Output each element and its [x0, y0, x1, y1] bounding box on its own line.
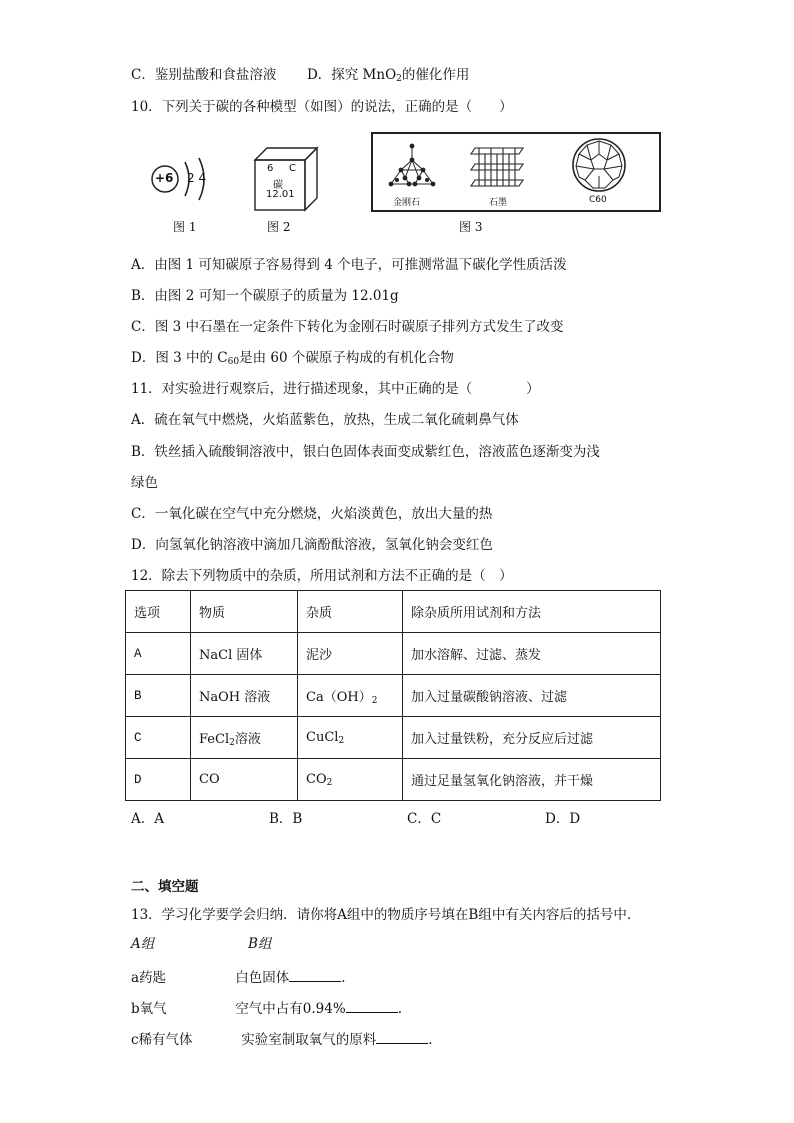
- fig2-atomic-number: 6: [267, 163, 274, 174]
- q11-stem: 11．对实验进行观察后，进行描述现象，其中正确的是（ ）: [131, 381, 540, 397]
- graphite-structure-icon: [469, 140, 529, 192]
- table-header-row: [126, 591, 661, 633]
- diamond-structure-icon: [383, 140, 441, 194]
- table-header-cell: 选项: [126, 591, 191, 633]
- fig3-label-diamond: 金刚石: [393, 198, 421, 208]
- fig2-atomic-mass: 12.01: [266, 189, 295, 200]
- q10-option-a: A．由图 1 可知碳原子容易得到 4 个电子，可推测常温下碳化学性质活泼: [131, 257, 567, 273]
- table-row: [126, 759, 661, 801]
- impurity-cell: $CO_2$: [298, 759, 403, 801]
- q10-option-b: B．由图 2 可知一个碳原子的质量为 12.01g: [131, 288, 399, 304]
- q10-option-d: D．图 3 中的 $C_{60}$是由 60 个碳原子构成的有机化合物: [131, 350, 454, 367]
- impurity-cell: CuCl$_2$: [298, 717, 403, 759]
- q9-option-c: C．鉴别盐酸和食盐溶液: [131, 67, 277, 83]
- q13-a-item: a药匙: [131, 970, 167, 986]
- option-cell: C: [126, 717, 191, 759]
- q10-figures: [131, 132, 661, 242]
- q13-group-b-label: B组: [248, 936, 272, 952]
- fig3-caption: 图 3: [459, 220, 483, 234]
- q11-option-a: A．硫在氧气中燃烧，火焰蓝紫色，放热，生成二氧化硫刺鼻气体: [131, 412, 519, 428]
- q10-option-c: C．图 3 中石墨在一定条件下转化为金刚石时碳原子排列方式发生了改变: [131, 319, 564, 335]
- impurity-cell: $Ca(OH)_2$: [298, 675, 403, 717]
- carbon-element-cube-diagram: [251, 146, 321, 212]
- fig1-shell-electrons: 2 4: [187, 171, 207, 185]
- q11-option-b: B．铁丝插入硫酸铜溶液中，银白色固体表面变成紫红色，溶液蓝色逐渐变为浅: [131, 444, 600, 460]
- option-cell: D: [126, 759, 191, 801]
- fig3-frame: [371, 132, 661, 212]
- q13-row: a药匙 白色固体 .: [131, 967, 346, 987]
- q10-stem: 10．下列关于碳的各种模型（如图）的说法，正确的是（ ）: [131, 99, 513, 115]
- q9-option-d: D．探究 MnO$_2$的催化作用: [306, 67, 470, 84]
- q12-options-table: [125, 590, 661, 801]
- q12-choice-a: A．A: [131, 811, 164, 827]
- answer-blank[interactable]: [376, 1029, 428, 1044]
- fig3-label-graphite: 石墨: [489, 198, 508, 208]
- method-cell: 加入过量铁粉，充分反应后过滤: [403, 717, 661, 759]
- q11-option-d: D．向氢氧化钠溶液中滴加几滴酚酞溶液，氢氧化钠会变红色: [131, 537, 493, 553]
- q13-stem: 13．学习化学要学会归纳．请你将A组中的物质序号填在B组中有关内容后的括号中．: [131, 907, 641, 923]
- q12-choice-b: B．B: [269, 811, 303, 827]
- q13-group-a-label: A组: [131, 936, 155, 952]
- option-cell: A: [126, 633, 191, 675]
- table-header-cell: 物质: [191, 591, 298, 633]
- substance-cell: NaOH 溶液: [191, 675, 298, 717]
- table-header-cell: 除杂质所用试剂和方法: [403, 591, 661, 633]
- option-cell: B: [126, 675, 191, 717]
- q13-b-item: 空气中占有0.94%: [235, 1001, 346, 1017]
- answer-blank[interactable]: [289, 967, 341, 982]
- substance-cell: CO: [191, 759, 298, 801]
- table-row: [126, 717, 661, 759]
- table-header-cell: 杂质: [298, 591, 403, 633]
- table-row: [126, 633, 661, 675]
- q11-option-c: C．一氧化碳在空气中充分燃烧，火焰淡黄色，放出大量的热: [131, 506, 493, 522]
- q13-b-item: 实验室制取氧气的原料: [241, 1032, 377, 1048]
- table-row: [126, 675, 661, 717]
- q13-a-item: b氧气: [131, 1001, 167, 1017]
- q12-stem: 12．除去下列物质中的杂质，所用试剂和方法不正确的是（ ）: [131, 568, 513, 584]
- q9-options-cd: [131, 66, 469, 84]
- impurity-cell: 泥沙: [298, 633, 403, 675]
- fig2-element-name: 碳: [273, 180, 283, 191]
- method-cell: 加水溶解、过滤、蒸发: [403, 633, 661, 675]
- q11-option-b-cont: 绿色: [131, 475, 158, 491]
- section-title: 二、填空题: [131, 879, 199, 895]
- fig1-nucleus-label: +6: [155, 171, 174, 185]
- q13-row: c稀有气体 实验室制取氧气的原料 .: [131, 1029, 433, 1049]
- q12-choice-c: C．C: [407, 811, 442, 827]
- fig1-caption: 图 1: [173, 220, 197, 234]
- q13-b-item: 白色固体: [235, 970, 290, 986]
- q13-row: b氧气 空气中占有0.94% .: [131, 998, 402, 1018]
- c60-fullerene-icon: [569, 136, 629, 194]
- fig3-label-c60: C60: [589, 195, 607, 205]
- q12-choice-d: D．D: [545, 811, 581, 827]
- substance-cell: FeCl$_2$溶液: [191, 717, 298, 759]
- fig2-symbol: C: [289, 163, 296, 174]
- method-cell: 通过足量氢氧化钠溶液，并干燥: [403, 759, 661, 801]
- fig2-caption: 图 2: [267, 220, 291, 234]
- answer-blank[interactable]: [346, 998, 398, 1013]
- q12-choices: [131, 810, 580, 828]
- q13-a-item: c稀有气体: [131, 1032, 193, 1048]
- substance-cell: NaCl 固体: [191, 633, 298, 675]
- method-cell: 加入过量碳酸钠溶液、过滤: [403, 675, 661, 717]
